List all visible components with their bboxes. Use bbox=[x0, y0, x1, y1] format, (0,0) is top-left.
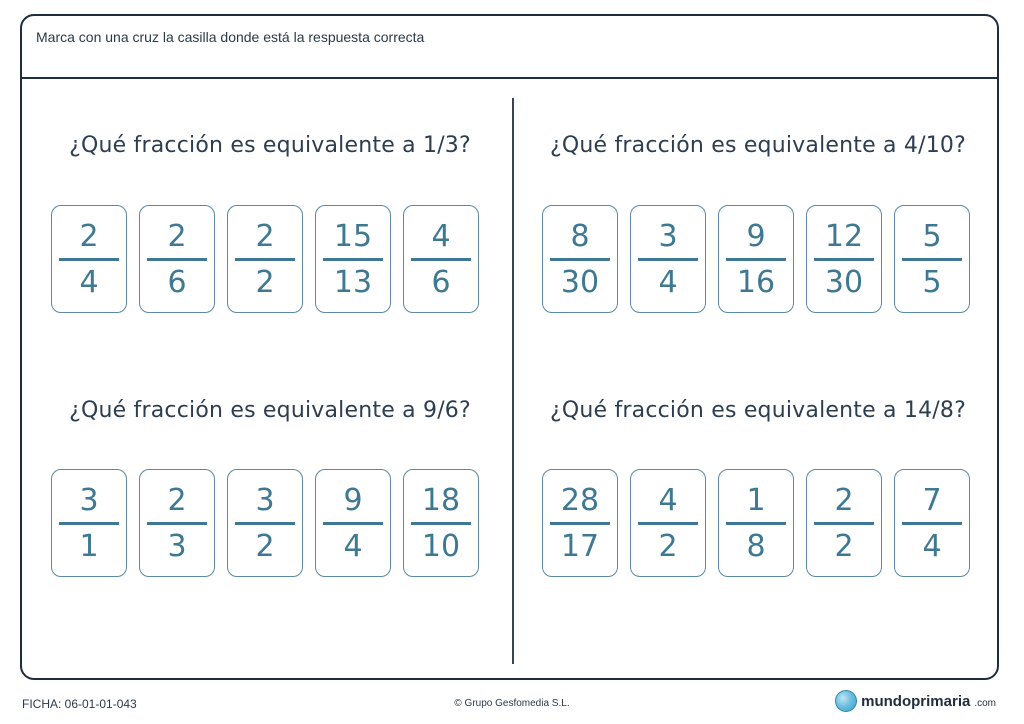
numerator: 1 bbox=[746, 483, 766, 518]
denominator: 4 bbox=[658, 265, 678, 300]
numerator: 8 bbox=[570, 219, 590, 254]
numerator: 9 bbox=[746, 219, 766, 254]
question-3-options bbox=[51, 469, 479, 577]
worksheet bbox=[20, 14, 999, 680]
answer-box[interactable] bbox=[542, 469, 618, 577]
answer-box[interactable] bbox=[51, 205, 127, 313]
fraction-bar bbox=[411, 258, 471, 261]
fraction-bar bbox=[638, 258, 698, 261]
fraction-bar bbox=[59, 258, 119, 261]
numerator: 3 bbox=[255, 483, 275, 518]
fraction-bar bbox=[235, 522, 295, 525]
fraction-bar bbox=[902, 258, 962, 261]
numerator: 2 bbox=[167, 483, 187, 518]
answer-box[interactable] bbox=[630, 469, 706, 577]
question-4-text: ¿Qué fracción es equivalente a 14/8? bbox=[550, 398, 966, 423]
answer-box[interactable] bbox=[894, 469, 970, 577]
answer-box[interactable] bbox=[403, 469, 479, 577]
denominator: 4 bbox=[922, 529, 942, 564]
answer-box[interactable] bbox=[718, 205, 794, 313]
denominator: 30 bbox=[560, 265, 600, 300]
brand-name: mundoprimaria bbox=[861, 692, 971, 710]
answer-box[interactable] bbox=[806, 205, 882, 313]
question-2-options bbox=[542, 205, 970, 313]
denominator: 6 bbox=[431, 265, 451, 300]
denominator: 16 bbox=[736, 265, 776, 300]
fraction-bar bbox=[411, 522, 471, 525]
instruction-text: Marca con una cruz la casilla donde está la respuesta correcta bbox=[36, 29, 425, 45]
column-divider bbox=[512, 98, 514, 664]
answer-box[interactable] bbox=[542, 205, 618, 313]
fraction-bar bbox=[550, 522, 610, 525]
fraction-bar bbox=[638, 522, 698, 525]
brand-suffix: .com bbox=[974, 697, 996, 709]
denominator: 5 bbox=[922, 265, 942, 300]
fraction-bar bbox=[902, 522, 962, 525]
numerator: 4 bbox=[658, 483, 678, 518]
answer-box[interactable] bbox=[315, 205, 391, 313]
denominator: 3 bbox=[167, 529, 187, 564]
fraction-bar bbox=[147, 522, 207, 525]
numerator: 2 bbox=[255, 219, 275, 254]
denominator: 10 bbox=[421, 529, 461, 564]
question-2-text: ¿Qué fracción es equivalente a 4/10? bbox=[550, 133, 966, 158]
fraction-bar bbox=[550, 258, 610, 261]
fraction-bar bbox=[726, 522, 786, 525]
fraction-bar bbox=[726, 258, 786, 261]
answer-box[interactable] bbox=[315, 469, 391, 577]
fraction-bar bbox=[59, 522, 119, 525]
fraction-bar bbox=[814, 258, 874, 261]
numerator: 12 bbox=[824, 219, 864, 254]
mundoprimaria-logo-icon bbox=[835, 690, 857, 712]
denominator: 2 bbox=[255, 265, 275, 300]
denominator: 2 bbox=[658, 529, 678, 564]
numerator: 15 bbox=[333, 219, 373, 254]
ficha-code: FICHA: 06-01-01-043 bbox=[22, 697, 137, 711]
question-4-options bbox=[542, 469, 970, 577]
answer-box[interactable] bbox=[139, 469, 215, 577]
answer-box[interactable] bbox=[718, 469, 794, 577]
answer-box[interactable] bbox=[403, 205, 479, 313]
numerator: 18 bbox=[421, 483, 461, 518]
numerator: 3 bbox=[79, 483, 99, 518]
denominator: 13 bbox=[333, 265, 373, 300]
denominator: 2 bbox=[834, 529, 854, 564]
numerator: 9 bbox=[343, 483, 363, 518]
denominator: 4 bbox=[343, 529, 363, 564]
answer-box[interactable] bbox=[806, 469, 882, 577]
denominator: 6 bbox=[167, 265, 187, 300]
fraction-bar bbox=[323, 522, 383, 525]
fraction-bar bbox=[814, 522, 874, 525]
numerator: 28 bbox=[560, 483, 600, 518]
brand-logo[interactable] bbox=[835, 690, 996, 712]
fraction-bar bbox=[235, 258, 295, 261]
numerator: 2 bbox=[79, 219, 99, 254]
answer-box[interactable] bbox=[51, 469, 127, 577]
denominator: 4 bbox=[79, 265, 99, 300]
denominator: 17 bbox=[560, 529, 600, 564]
numerator: 2 bbox=[834, 483, 854, 518]
answer-box[interactable] bbox=[894, 205, 970, 313]
question-1-options bbox=[51, 205, 479, 313]
numerator: 3 bbox=[658, 219, 678, 254]
answer-box[interactable] bbox=[630, 205, 706, 313]
numerator: 2 bbox=[167, 219, 187, 254]
answer-box[interactable] bbox=[139, 205, 215, 313]
denominator: 2 bbox=[255, 529, 275, 564]
numerator: 5 bbox=[922, 219, 942, 254]
question-3-text: ¿Qué fracción es equivalente a 9/6? bbox=[69, 398, 471, 423]
copyright-text: © Grupo Gesfomedia S.L. bbox=[454, 698, 570, 709]
denominator: 1 bbox=[79, 529, 99, 564]
denominator: 8 bbox=[746, 529, 766, 564]
fraction-bar bbox=[147, 258, 207, 261]
fraction-bar bbox=[323, 258, 383, 261]
denominator: 30 bbox=[824, 265, 864, 300]
answer-box[interactable] bbox=[227, 205, 303, 313]
numerator: 7 bbox=[922, 483, 942, 518]
instruction-bar bbox=[22, 16, 997, 79]
answer-box[interactable] bbox=[227, 469, 303, 577]
question-1-text: ¿Qué fracción es equivalente a 1/3? bbox=[69, 133, 471, 158]
numerator: 4 bbox=[431, 219, 451, 254]
